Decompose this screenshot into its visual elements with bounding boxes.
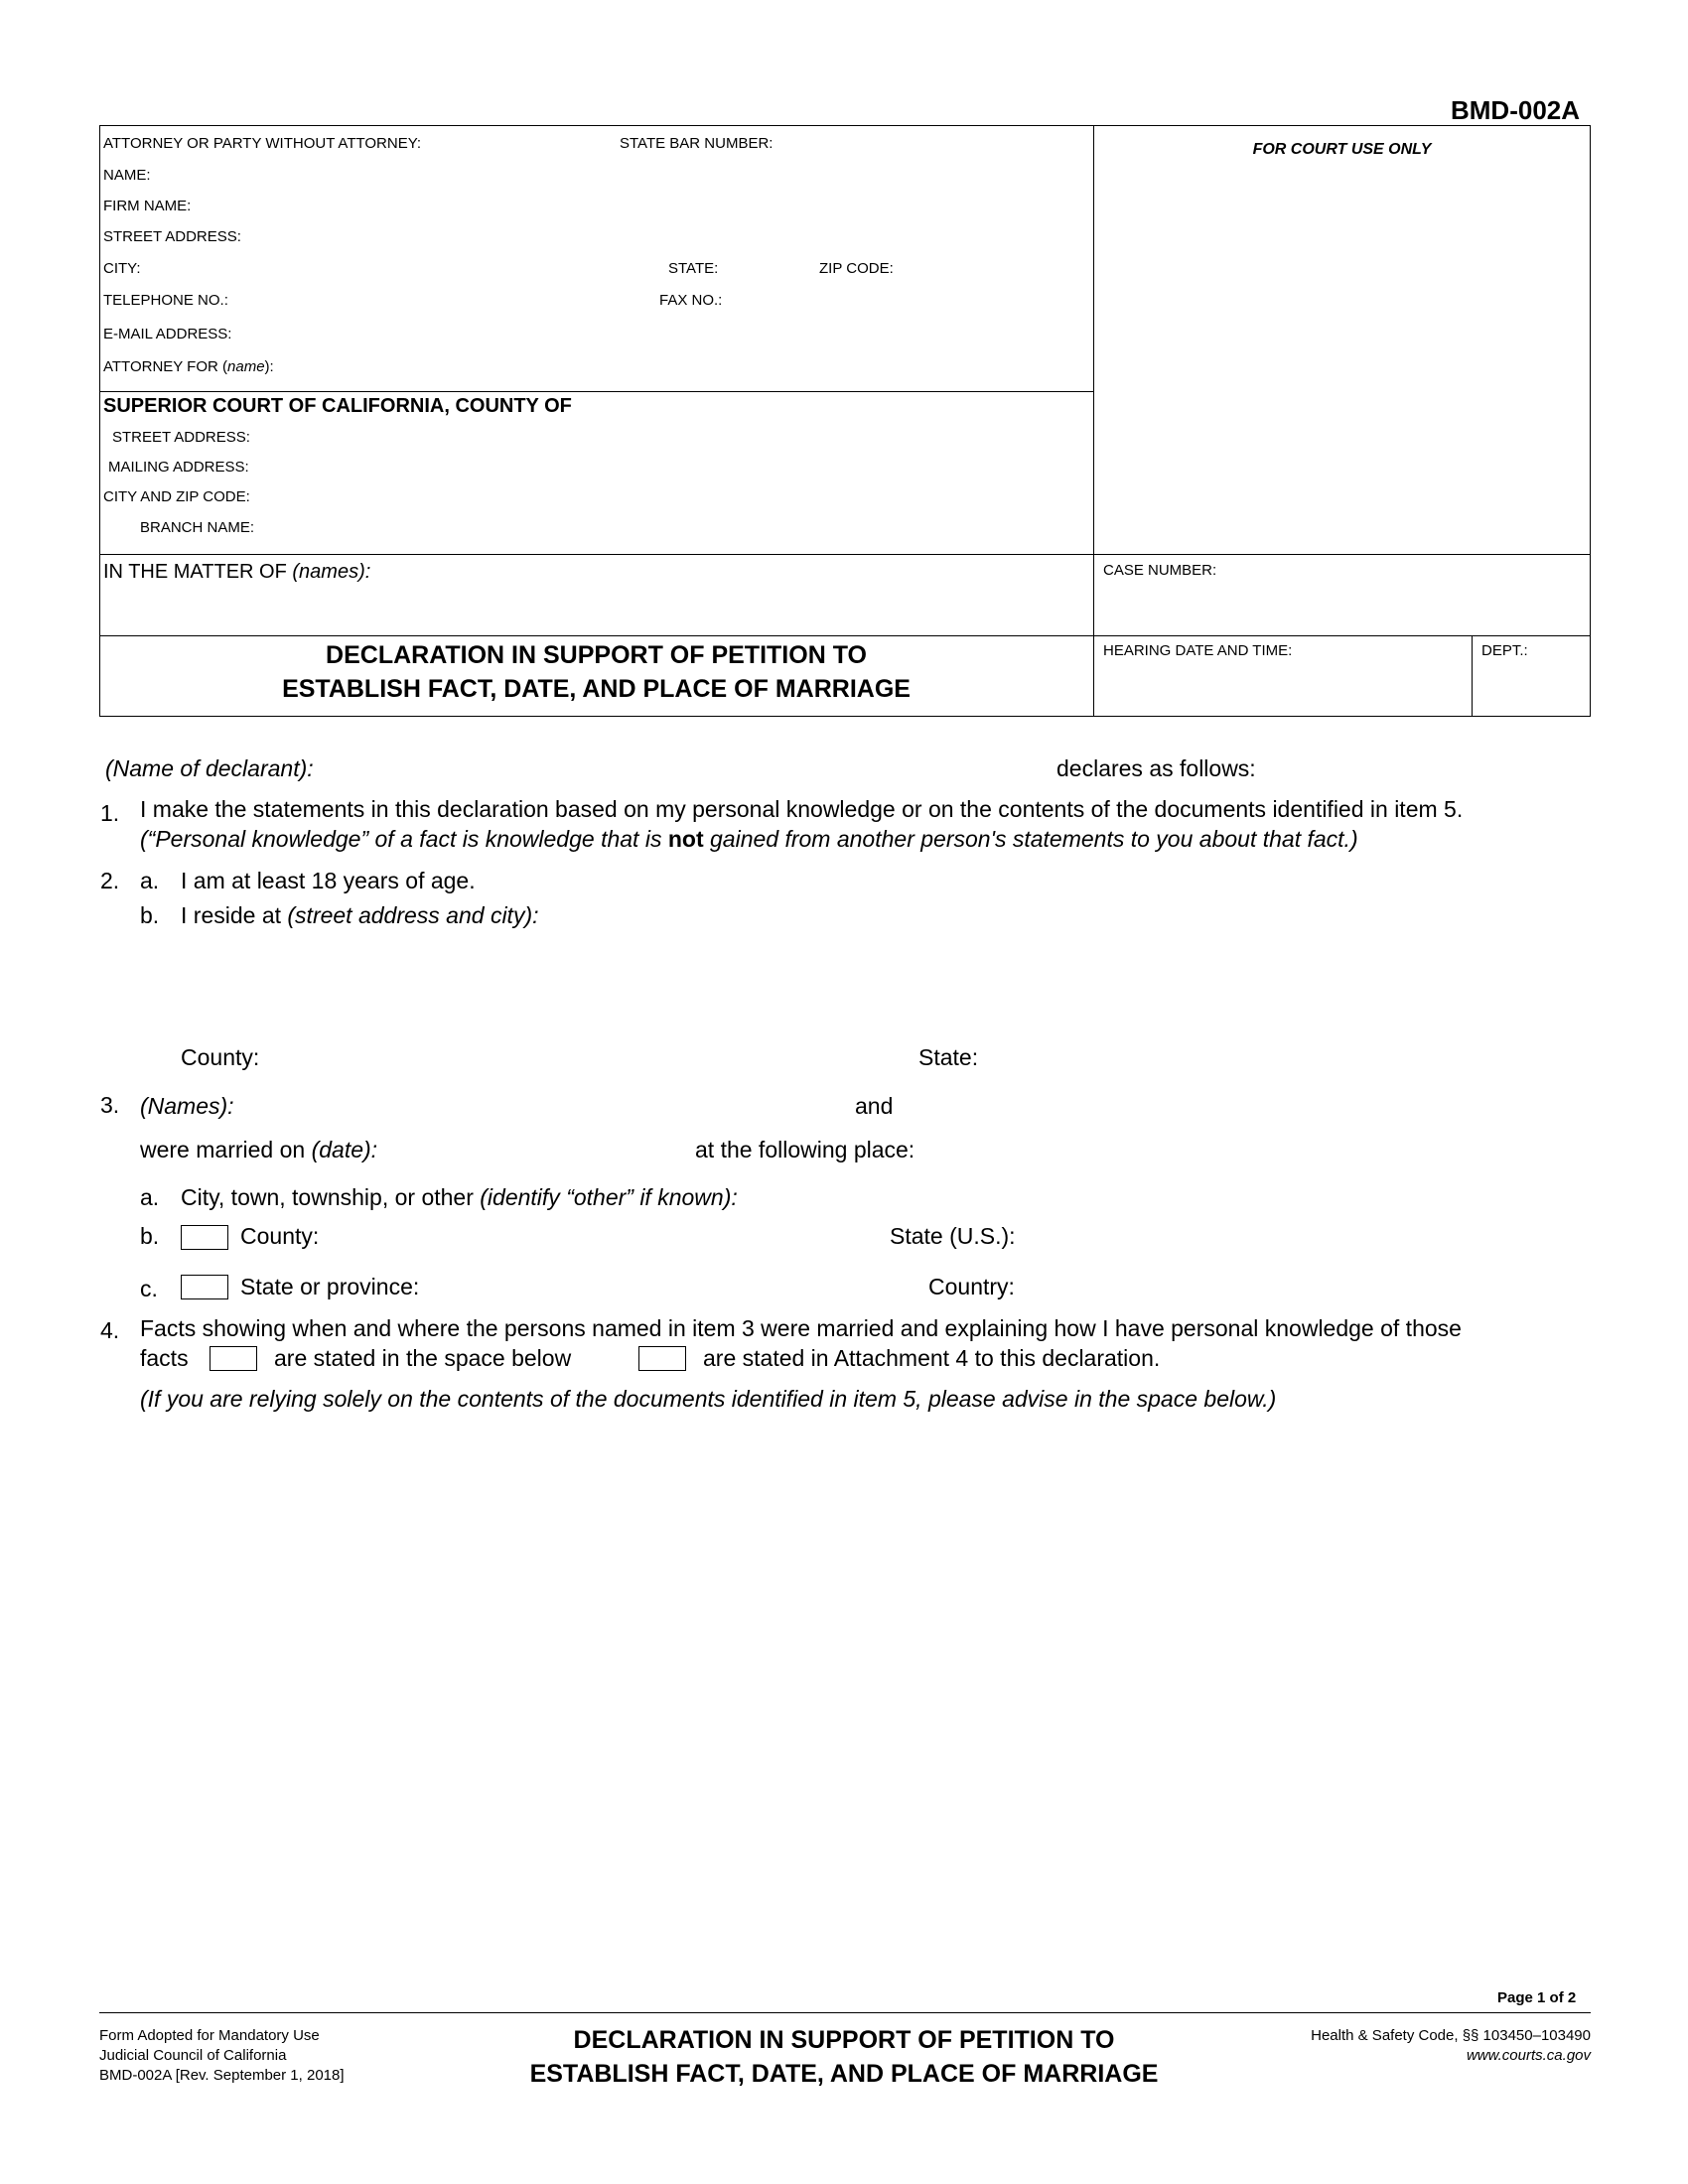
divider (99, 391, 1093, 392)
item-2-number: 2. (100, 868, 120, 893)
attachment-4-checkbox[interactable] (638, 1346, 686, 1371)
footer-title (447, 2023, 1241, 2091)
divider (99, 554, 1591, 555)
name-label[interactable]: NAME: (103, 167, 151, 184)
declares-text: declares as follows: (1056, 755, 1256, 781)
item-2a-label: a. (140, 868, 160, 893)
court-branch-label[interactable]: BRANCH NAME: (140, 519, 255, 536)
item-1-note-a: (“Personal knowledge” of a fact is knowledge that is (140, 826, 668, 852)
attachment-4-label: are stated in Attachment 4 to this declaration. (703, 1345, 1161, 1371)
married-names-label[interactable]: (Names): (140, 1093, 234, 1119)
case-number-label[interactable]: CASE NUMBER: (1103, 562, 1217, 579)
footer-right (1192, 2026, 1591, 2066)
county-checkbox[interactable] (181, 1225, 228, 1250)
form-id: BMD-002A (1451, 95, 1581, 125)
telephone-label[interactable]: TELEPHONE NO.: (103, 292, 228, 309)
item-3a-text[interactable] (181, 1184, 738, 1211)
matter-names-hint: (names): (292, 561, 371, 583)
footer-council: Judicial Council of California (99, 2047, 287, 2064)
footer-adopted: Form Adopted for Mandatory Use (99, 2027, 320, 2044)
marriage-country-label[interactable]: Country: (928, 1274, 1015, 1299)
residence-county-label[interactable]: County: (181, 1044, 260, 1070)
divider (1472, 635, 1473, 717)
marriage-state-us-label[interactable]: State (U.S.): (890, 1223, 1016, 1249)
footer-website-link[interactable]: www.courts.ca.gov (1466, 2047, 1591, 2064)
email-label[interactable]: E-MAIL ADDRESS: (103, 326, 232, 342)
title-line-2: ESTABLISH FACT, DATE, AND PLACE OF MARRIAGE (282, 675, 911, 703)
court-city-zip-label[interactable]: CITY AND ZIP CODE: (103, 488, 250, 505)
dept-label[interactable]: DEPT.: (1481, 642, 1528, 659)
marriage-county-label: County: (240, 1223, 320, 1249)
divider (99, 635, 1591, 636)
caption-box (99, 125, 1591, 717)
item-3-number: 3. (100, 1092, 120, 1118)
item-1-note (140, 826, 1358, 853)
married-on-text: were married on (140, 1137, 312, 1162)
zip-code-label[interactable]: ZIP CODE: (819, 260, 894, 277)
attorney-label: ATTORNEY OR PARTY WITHOUT ATTORNEY: (103, 135, 422, 152)
attorney-for-label[interactable] (103, 358, 274, 375)
city-label[interactable]: CITY: (103, 260, 141, 277)
footer-title-line-1: DECLARATION IN SUPPORT OF PETITION TO (573, 2026, 1115, 2054)
form-title (99, 638, 1093, 706)
court-street-label[interactable]: STREET ADDRESS: (112, 429, 250, 446)
item-1-number: 1. (100, 800, 120, 826)
space-below-checkbox[interactable] (210, 1346, 257, 1371)
footer-rule (99, 2012, 1591, 2013)
item-3c-label: c. (140, 1276, 158, 1301)
court-heading: SUPERIOR COURT OF CALIFORNIA, COUNTY OF (103, 395, 572, 417)
item-4-facts: facts (140, 1345, 189, 1371)
matter-text: IN THE MATTER OF (103, 561, 293, 583)
court-mailing-label[interactable]: MAILING ADDRESS: (108, 459, 249, 476)
residence-state-label[interactable]: State: (918, 1044, 979, 1070)
footer-title-line-2: ESTABLISH FACT, DATE, AND PLACE OF MARRIAGE (529, 2060, 1159, 2088)
item-2b-hint: (street address and city): (287, 902, 539, 928)
item-2a-text: I am at least 18 years of age. (181, 868, 476, 893)
attorney-for-text: ATTORNEY FOR ( (103, 358, 228, 375)
facts-text-area[interactable] (140, 1430, 1580, 1966)
marriage-state-province-label: State or province: (240, 1274, 420, 1299)
title-line-1: DECLARATION IN SUPPORT OF PETITION TO (326, 641, 867, 669)
item-3a-label: a. (140, 1184, 160, 1210)
attorney-for-name-hint: name (227, 358, 265, 375)
item-2b-text[interactable] (181, 902, 539, 929)
item-1-text: I make the statements in this declaration based on my personal knowledge or on the contents of the documents identified in item 5. (140, 796, 1464, 822)
footer-left (99, 2026, 345, 2086)
item-2b-label: b. (140, 902, 160, 928)
state-province-checkbox[interactable] (181, 1275, 228, 1299)
place-label: at the following place: (695, 1137, 915, 1162)
married-date-hint: (date): (311, 1137, 378, 1162)
item-3a-main: City, town, township, or other (181, 1184, 481, 1210)
and-label: and (855, 1093, 894, 1119)
married-on-label[interactable] (140, 1137, 377, 1163)
item-3b-label: b. (140, 1223, 160, 1249)
hearing-date-label[interactable]: HEARING DATE AND TIME: (1103, 642, 1293, 659)
page-number: Page 1 of 2 (1497, 1989, 1577, 2006)
fax-label[interactable]: FAX NO.: (659, 292, 723, 309)
space-below-label: are stated in the space below (274, 1345, 572, 1371)
item-2b-main: I reside at (181, 902, 288, 928)
court-use-label: FOR COURT USE ONLY (1252, 141, 1432, 158)
footer-revision: BMD-002A [Rev. September 1, 2018] (99, 2067, 345, 2084)
divider (1093, 125, 1094, 717)
state-bar-label: STATE BAR NUMBER: (620, 135, 774, 152)
item-1-note-b: gained from another person's statements to you about that fact.) (703, 826, 1358, 852)
item-3a-hint: (identify “other” if known): (480, 1184, 738, 1210)
item-1-note-bold: not (667, 826, 704, 852)
firm-name-label[interactable]: FIRM NAME: (103, 198, 192, 214)
footer-code: Health & Safety Code, §§ 103450–103490 (1311, 2027, 1591, 2044)
declarant-name-label[interactable]: (Name of declarant): (105, 755, 314, 781)
matter-label[interactable] (103, 561, 370, 584)
item-4-text: Facts showing when and where the persons named in item 3 were married and explaining how I have personal knowledge of those (140, 1315, 1462, 1341)
state-label[interactable]: STATE: (668, 260, 719, 277)
street-address-label[interactable]: STREET ADDRESS: (103, 228, 241, 245)
attorney-for-close: ): (264, 358, 274, 375)
item-4-number: 4. (100, 1317, 120, 1343)
item-4-note: (If you are relying solely on the contents of the documents identified in item 5, please advise in the space below.) (140, 1386, 1277, 1412)
